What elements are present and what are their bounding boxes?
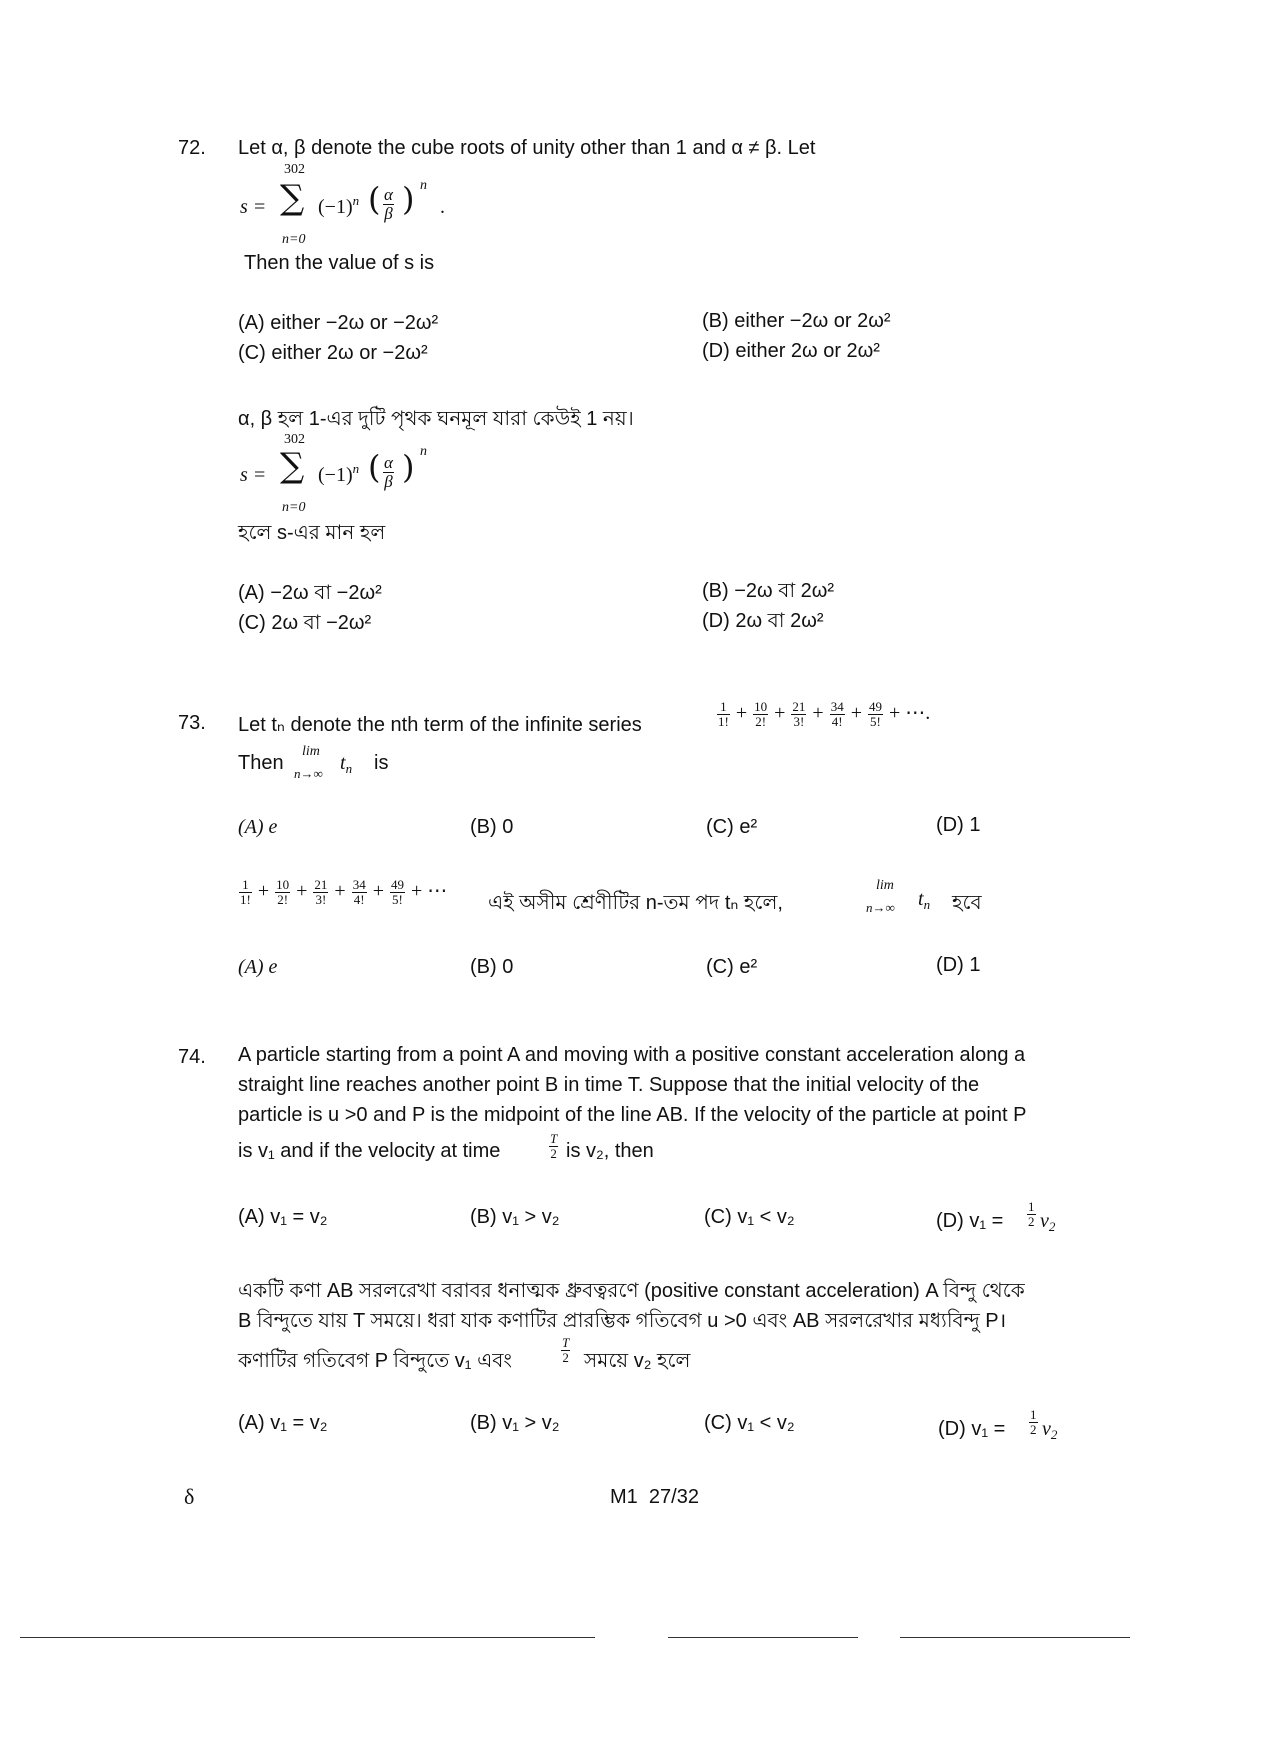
q72-bn-sum-lower: n=0 xyxy=(282,500,306,515)
page-code: M1 27/32 xyxy=(610,1486,699,1508)
q73-series-en: $\frac{1}{1!}$ + $\frac{10}{2!}$ + $\frac{21}{3!}$ + $\frac{34}{4!}$ + $\frac{49}{5!}$ + ⋯. xyxy=(718,699,931,729)
q72-option-d-bn: (D) 2ω বা 2ω² xyxy=(702,610,824,632)
q74-line-3: particle is u >0 and P is the midpoint of the line AB. If the velocity of the particle at point P xyxy=(238,1104,1027,1126)
q74-bn-line-3a: কণাটির গতিবেগ P বিন্দুতে v₁ এবং xyxy=(238,1350,513,1372)
q72-bn-s-eq: s = xyxy=(240,464,267,486)
exponent-n: n xyxy=(420,178,427,193)
right-paren-bn: ) xyxy=(402,448,415,486)
q74-option-c-bn: (C) v₁ < v₂ xyxy=(704,1412,795,1434)
q72-sum-lower: n=0 xyxy=(282,232,306,247)
q72-bn-sum-upper: 302 xyxy=(284,432,305,447)
q74-bn-line-3b: সময়ে v₂ হলে xyxy=(584,1350,691,1372)
q74-option-a-en: (A) v₁ = v₂ xyxy=(238,1206,328,1228)
q72-option-a-en: (A) either −2ω or −2ω² xyxy=(238,312,439,334)
exponent-n-bn: n xyxy=(420,444,427,459)
t-over-2: $\frac{T}{2}$ xyxy=(550,1131,558,1161)
q72-s-eq: s = xyxy=(240,196,267,218)
period: . xyxy=(440,196,445,218)
q74-option-d-en: (D) v₁ = xyxy=(936,1210,1004,1232)
q72-option-d-en: (D) either 2ω or 2ω² xyxy=(702,340,880,362)
footer-left-mark: δ xyxy=(184,1484,195,1509)
q74-line-2: straight line reaches another point B in time T. Suppose that the initial velocity of the xyxy=(238,1074,980,1096)
q74-option-b-bn: (B) v₁ > v₂ xyxy=(470,1412,560,1434)
question-number-73: 73. xyxy=(178,712,206,734)
q73-option-a-bn: (A) e xyxy=(238,956,278,978)
q74-option-a-bn: (A) v₁ = v₂ xyxy=(238,1412,328,1434)
v2-symbol-bn: $v_2$ xyxy=(1042,1418,1058,1442)
half-fraction-en: $\frac{1}{2}$ xyxy=(1028,1199,1035,1229)
q72-then-bn: হলে s-এর মান হল xyxy=(238,522,386,544)
question-number-72: 72. xyxy=(178,137,206,159)
lim-label-bn: lim xyxy=(876,878,894,893)
q72-term: $(-1)^n$ xyxy=(318,193,360,218)
left-paren: ( xyxy=(368,180,381,218)
q73-option-d-en: (D) 1 xyxy=(936,814,981,836)
q73-is-en: is xyxy=(374,752,389,774)
q74-option-d-bn: (D) v₁ = xyxy=(938,1418,1006,1440)
q74-bn-line-2: B বিন্দুতে যায় T সময়ে। ধরা যাক কণাটির প্রারম্ভিক গতিবেগ u >0 এবং AB সরলরেখার মধ্যবিন্দু P। xyxy=(238,1310,1007,1332)
question-number-74: 74. xyxy=(178,1046,206,1068)
q74-line-4b: is v₂, then xyxy=(566,1140,654,1162)
q73-bn-end: হবে xyxy=(952,892,982,914)
v2-symbol-en: $v_2$ xyxy=(1040,1210,1056,1234)
q73-option-b-bn: (B) 0 xyxy=(470,956,514,978)
alpha-over-beta: $\frac{\alpha}{\beta}$ xyxy=(384,185,393,223)
q72-intro-en: Let α, β denote the cube roots of unity other than 1 and α ≠ β. Let xyxy=(238,137,816,159)
summation-symbol: ∑ xyxy=(280,178,305,218)
q73-option-c-bn: (C) e² xyxy=(706,956,758,978)
q73-option-b-en: (B) 0 xyxy=(470,816,514,838)
lim-label: lim xyxy=(302,744,320,759)
q72-option-a-bn: (A) −2ω বা −2ω² xyxy=(238,582,382,604)
q72-intro-bn: α, β হল 1-এর দুটি পৃথক ঘনমূল যারা কেউই 1 নয়। xyxy=(238,408,634,430)
q72-option-b-en: (B) either −2ω or 2ω² xyxy=(702,310,891,332)
alpha-over-beta-bn: $\frac{\alpha}{\beta}$ xyxy=(384,453,393,491)
q72-sum-upper: 302 xyxy=(284,162,305,177)
q73-then-en: Then xyxy=(238,752,284,774)
q72-option-c-en: (C) either 2ω or −2ω² xyxy=(238,342,428,364)
lim-subscript-bn: n→∞ xyxy=(866,900,895,915)
t-n-symbol-bn: $t_n$ xyxy=(918,888,931,912)
q73-option-c-en: (C) e² xyxy=(706,816,758,838)
q73-option-d-bn: (D) 1 xyxy=(936,954,981,976)
q73-series-bn: $\frac{1}{1!}$ + $\frac{10}{2!}$ + $\frac{21}{3!}$ + $\frac{34}{4!}$ + $\frac{49}{5!}$ + ⋯ xyxy=(240,877,448,907)
scan-rule-left xyxy=(20,1637,595,1638)
t-over-2-bn: $\frac{T}{2}$ xyxy=(562,1335,570,1365)
q73-bn-text: এই অসীম শ্রেণীটির n-তম পদ tₙ হলে, xyxy=(488,892,783,914)
summation-symbol-bn: ∑ xyxy=(280,446,305,486)
t-n-symbol: $t_n$ xyxy=(340,752,353,776)
q74-line-1: A particle starting from a point A and moving with a positive constant acceleration along a xyxy=(238,1044,1026,1066)
q72-bn-term: $(-1)^n$ xyxy=(318,461,360,486)
scan-rule-right xyxy=(900,1637,1130,1638)
q74-line-4a: is v₁ and if the velocity at time xyxy=(238,1140,501,1162)
left-paren-bn: ( xyxy=(368,448,381,486)
q74-bn-line-1: একটি কণা AB সরলরেখা বরাবর ধনাত্মক ধ্রুবত্বরণে (positive constant acceleration) A বিন্দু থেকে xyxy=(238,1280,1025,1302)
q72-option-c-bn: (C) 2ω বা −2ω² xyxy=(238,612,372,634)
half-fraction-bn: $\frac{1}{2}$ xyxy=(1030,1407,1037,1437)
lim-subscript: n→∞ xyxy=(294,766,323,781)
q74-option-b-en: (B) v₁ > v₂ xyxy=(470,1206,560,1228)
q74-option-c-en: (C) v₁ < v₂ xyxy=(704,1206,795,1228)
q72-then-en: Then the value of s is xyxy=(244,252,435,274)
q73-intro-en: Let tₙ denote the nth term of the infinite series xyxy=(238,714,642,736)
q73-option-a-en: (A) e xyxy=(238,816,278,838)
q72-option-b-bn: (B) −2ω বা 2ω² xyxy=(702,580,835,602)
scan-rule-middle xyxy=(668,1637,858,1638)
right-paren: ) xyxy=(402,180,415,218)
